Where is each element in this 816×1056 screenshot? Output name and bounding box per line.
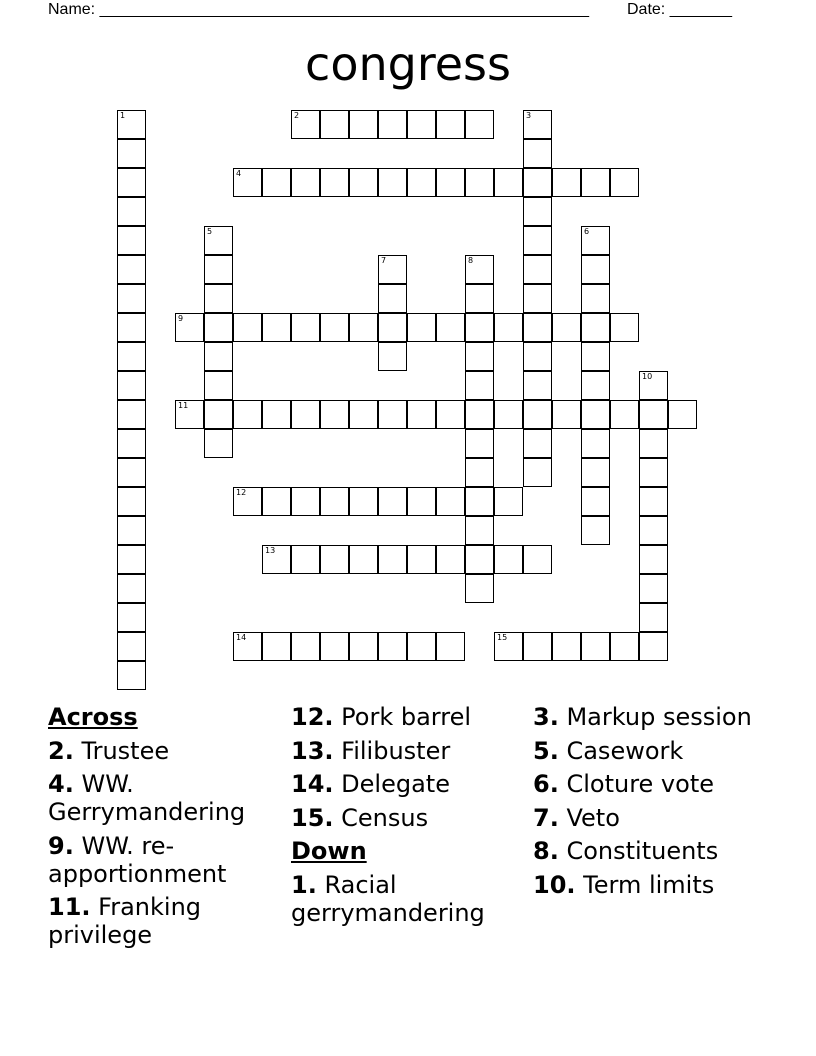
grid-cell[interactable] <box>610 632 639 661</box>
grid-cell[interactable] <box>610 168 639 197</box>
clue-number-label: 5 <box>207 227 213 236</box>
grid-cell[interactable] <box>639 516 668 545</box>
grid-cell[interactable] <box>465 255 494 284</box>
grid-cell[interactable] <box>349 632 378 661</box>
grid-cell[interactable] <box>349 400 378 429</box>
grid-cell[interactable] <box>291 487 320 516</box>
clue-number-label: 7 <box>381 256 387 265</box>
grid-cell[interactable] <box>204 284 233 313</box>
clue-number-label: 12 <box>236 488 247 497</box>
grid-cell[interactable] <box>378 545 407 574</box>
grid-cell[interactable] <box>262 313 291 342</box>
grid-cell[interactable] <box>610 313 639 342</box>
grid-cell[interactable] <box>581 313 610 342</box>
grid-cell[interactable] <box>639 458 668 487</box>
across-clue: 13. Filibuster <box>291 736 451 765</box>
grid-cell[interactable] <box>117 110 146 139</box>
grid-cell[interactable] <box>581 342 610 371</box>
grid-cell[interactable] <box>494 313 523 342</box>
grid-cell[interactable] <box>117 371 146 400</box>
grid-cell[interactable] <box>581 487 610 516</box>
grid-cell[interactable] <box>349 313 378 342</box>
grid-cell[interactable] <box>204 371 233 400</box>
grid-cell[interactable] <box>465 168 494 197</box>
grid-cell[interactable] <box>204 226 233 255</box>
grid-cell[interactable] <box>291 168 320 197</box>
down-clue: 3. Markup session <box>533 703 752 731</box>
grid-cell[interactable] <box>581 168 610 197</box>
grid-cell[interactable] <box>204 313 233 342</box>
grid-cell[interactable] <box>407 313 436 342</box>
grid-cell[interactable] <box>581 400 610 429</box>
grid-cell[interactable] <box>291 632 320 661</box>
grid-cell[interactable] <box>320 400 349 429</box>
grid-cell[interactable] <box>262 400 291 429</box>
clue-number-label: 2 <box>294 111 300 120</box>
grid-cell[interactable] <box>523 342 552 371</box>
grid-cell[interactable] <box>581 516 610 545</box>
grid-cell[interactable] <box>436 168 465 197</box>
clue-number-label: 3 <box>526 111 532 120</box>
date-field-label: Date: _______ <box>627 1 732 18</box>
grid-cell[interactable] <box>494 632 523 661</box>
grid-cell[interactable] <box>349 168 378 197</box>
grid-cell[interactable] <box>494 168 523 197</box>
grid-cell[interactable] <box>349 487 378 516</box>
grid-cell[interactable] <box>523 226 552 255</box>
grid-cell[interactable] <box>639 487 668 516</box>
down-clue: 10. Term limits <box>533 870 715 899</box>
grid-cell[interactable] <box>639 545 668 574</box>
grid-cell[interactable] <box>407 400 436 429</box>
across-clue: 15. Census <box>291 803 429 832</box>
grid-cell[interactable] <box>465 110 494 139</box>
grid-cell[interactable] <box>204 342 233 371</box>
grid-cell[interactable] <box>581 226 610 255</box>
grid-cell[interactable] <box>378 284 407 313</box>
grid-cell[interactable] <box>407 110 436 139</box>
grid-cell[interactable] <box>349 110 378 139</box>
grid-cell[interactable] <box>523 545 552 574</box>
clue-number-label: 14 <box>236 633 247 642</box>
down-clue: 1. Racial gerrymandering <box>291 870 485 927</box>
grid-cell[interactable] <box>581 632 610 661</box>
grid-cell[interactable] <box>436 487 465 516</box>
grid-cell[interactable] <box>523 255 552 284</box>
grid-cell[interactable] <box>552 313 581 342</box>
grid-cell[interactable] <box>320 487 349 516</box>
grid-cell[interactable] <box>465 284 494 313</box>
grid-cell[interactable] <box>465 429 494 458</box>
grid-cell[interactable] <box>610 400 639 429</box>
grid-cell[interactable] <box>465 516 494 545</box>
grid-cell[interactable] <box>581 284 610 313</box>
grid-cell[interactable] <box>494 545 523 574</box>
grid-cell[interactable] <box>233 400 262 429</box>
across-clue: 9. WW. re-apportionment <box>48 831 227 888</box>
grid-cell[interactable] <box>581 458 610 487</box>
grid-cell[interactable] <box>639 632 668 661</box>
grid-cell[interactable] <box>233 168 262 197</box>
grid-cell[interactable] <box>465 400 494 429</box>
grid-cell[interactable] <box>233 632 262 661</box>
grid-cell[interactable] <box>320 313 349 342</box>
grid-cell[interactable] <box>291 313 320 342</box>
grid-cell[interactable] <box>436 110 465 139</box>
grid-cell[interactable] <box>320 545 349 574</box>
grid-cell[interactable] <box>117 168 146 197</box>
clue-number-label: 13 <box>265 546 276 555</box>
grid-cell[interactable] <box>494 400 523 429</box>
clue-column-1 <box>48 703 283 955</box>
grid-cell[interactable] <box>378 342 407 371</box>
page-title: congress <box>305 37 511 91</box>
grid-cell[interactable] <box>117 632 146 661</box>
grid-cell[interactable] <box>407 487 436 516</box>
grid-cell[interactable] <box>117 661 146 690</box>
grid-cell[interactable] <box>378 313 407 342</box>
grid-cell[interactable] <box>349 545 378 574</box>
clue-number-label: 1 <box>120 111 126 120</box>
grid-cell[interactable] <box>117 342 146 371</box>
down-clue: 6. Cloture vote <box>533 770 714 798</box>
grid-cell[interactable] <box>262 545 291 574</box>
grid-cell[interactable] <box>320 632 349 661</box>
grid-cell[interactable] <box>465 458 494 487</box>
grid-cell[interactable] <box>320 168 349 197</box>
grid-cell[interactable] <box>552 400 581 429</box>
grid-cell[interactable] <box>204 400 233 429</box>
grid-cell[interactable] <box>117 516 146 545</box>
grid-cell[interactable] <box>523 168 552 197</box>
grid-cell[interactable] <box>117 313 146 342</box>
grid-cell[interactable] <box>378 400 407 429</box>
grid-cell[interactable] <box>378 632 407 661</box>
grid-cell[interactable] <box>378 487 407 516</box>
grid-cell[interactable] <box>117 197 146 226</box>
grid-cell[interactable] <box>117 255 146 284</box>
grid-cell[interactable] <box>552 168 581 197</box>
down-clue: 7. Veto <box>533 803 620 832</box>
grid-cell[interactable] <box>378 110 407 139</box>
grid-cell[interactable] <box>204 429 233 458</box>
grid-cell[interactable] <box>436 545 465 574</box>
grid-cell[interactable] <box>262 487 291 516</box>
grid-cell[interactable] <box>291 400 320 429</box>
grid-cell[interactable] <box>523 197 552 226</box>
grid-cell[interactable] <box>117 226 146 255</box>
grid-cell[interactable] <box>436 400 465 429</box>
down-clue: 5. Casework <box>533 736 684 765</box>
grid-cell[interactable] <box>552 632 581 661</box>
grid-cell[interactable] <box>175 400 204 429</box>
across-clue: 4. WW. Gerrymandering <box>48 770 246 826</box>
clue-column-3 <box>533 703 773 904</box>
grid-cell[interactable] <box>523 313 552 342</box>
grid-cell[interactable] <box>581 429 610 458</box>
grid-cell[interactable] <box>233 313 262 342</box>
grid-cell[interactable] <box>639 574 668 603</box>
grid-cell[interactable] <box>378 255 407 284</box>
grid-cell[interactable] <box>581 371 610 400</box>
grid-cell[interactable] <box>523 632 552 661</box>
grid-cell[interactable] <box>465 342 494 371</box>
clue-number-label: 6 <box>584 227 590 236</box>
grid-cell[interactable] <box>407 632 436 661</box>
clue-number-label: 9 <box>178 314 184 323</box>
grid-cell[interactable] <box>465 371 494 400</box>
grid-cell[interactable] <box>436 632 465 661</box>
clue-number-label: 10 <box>642 372 653 381</box>
grid-cell[interactable] <box>465 545 494 574</box>
across-clue: 2. Trustee <box>48 736 170 765</box>
grid-cell[interactable] <box>117 487 146 516</box>
grid-cell[interactable] <box>291 110 320 139</box>
across-clue: 12. Pork barrel <box>291 703 472 731</box>
grid-cell[interactable] <box>407 545 436 574</box>
grid-cell[interactable] <box>465 487 494 516</box>
grid-cell[interactable] <box>378 168 407 197</box>
grid-cell[interactable] <box>581 255 610 284</box>
grid-cell[interactable] <box>465 574 494 603</box>
grid-cell[interactable] <box>639 603 668 632</box>
grid-cell[interactable] <box>117 284 146 313</box>
name-field-label: Name: _______________________________________________________ <box>48 1 589 18</box>
grid-cell[interactable] <box>436 313 465 342</box>
grid-cell[interactable] <box>523 110 552 139</box>
grid-cell[interactable] <box>262 168 291 197</box>
grid-cell[interactable] <box>639 371 668 400</box>
grid-cell[interactable] <box>291 545 320 574</box>
grid-cell[interactable] <box>117 458 146 487</box>
across-clue: 14. Delegate <box>291 770 450 798</box>
grid-cell[interactable] <box>117 139 146 168</box>
grid-cell[interactable] <box>523 458 552 487</box>
grid-cell[interactable] <box>262 632 291 661</box>
grid-cell[interactable] <box>523 284 552 313</box>
grid-cell[interactable] <box>320 110 349 139</box>
grid-cell[interactable] <box>523 139 552 168</box>
grid-cell[interactable] <box>668 400 697 429</box>
grid-cell[interactable] <box>523 400 552 429</box>
grid-cell[interactable] <box>639 429 668 458</box>
grid-cell[interactable] <box>117 400 146 429</box>
grid-cell[interactable] <box>639 400 668 429</box>
across-heading: Across <box>48 703 138 731</box>
down-clue: 8. Constituents <box>533 837 719 865</box>
grid-cell[interactable] <box>523 429 552 458</box>
down-heading: Down <box>291 837 367 865</box>
clue-number-label: 15 <box>497 633 508 642</box>
across-clue: 11. Franking privilege <box>48 893 202 949</box>
clue-column-2 <box>291 703 516 932</box>
grid-cell[interactable] <box>523 371 552 400</box>
grid-cell[interactable] <box>204 255 233 284</box>
grid-cell[interactable] <box>117 545 146 574</box>
grid-cell[interactable] <box>117 603 146 632</box>
clue-number-label: 4 <box>236 169 242 178</box>
clue-number-label: 11 <box>178 401 189 410</box>
grid-cell[interactable] <box>175 313 204 342</box>
grid-cell[interactable] <box>233 487 262 516</box>
grid-cell[interactable] <box>494 487 523 516</box>
grid-cell[interactable] <box>407 168 436 197</box>
grid-cell[interactable] <box>465 313 494 342</box>
grid-cell[interactable] <box>117 429 146 458</box>
clue-number-label: 8 <box>468 256 474 265</box>
grid-cell[interactable] <box>117 574 146 603</box>
